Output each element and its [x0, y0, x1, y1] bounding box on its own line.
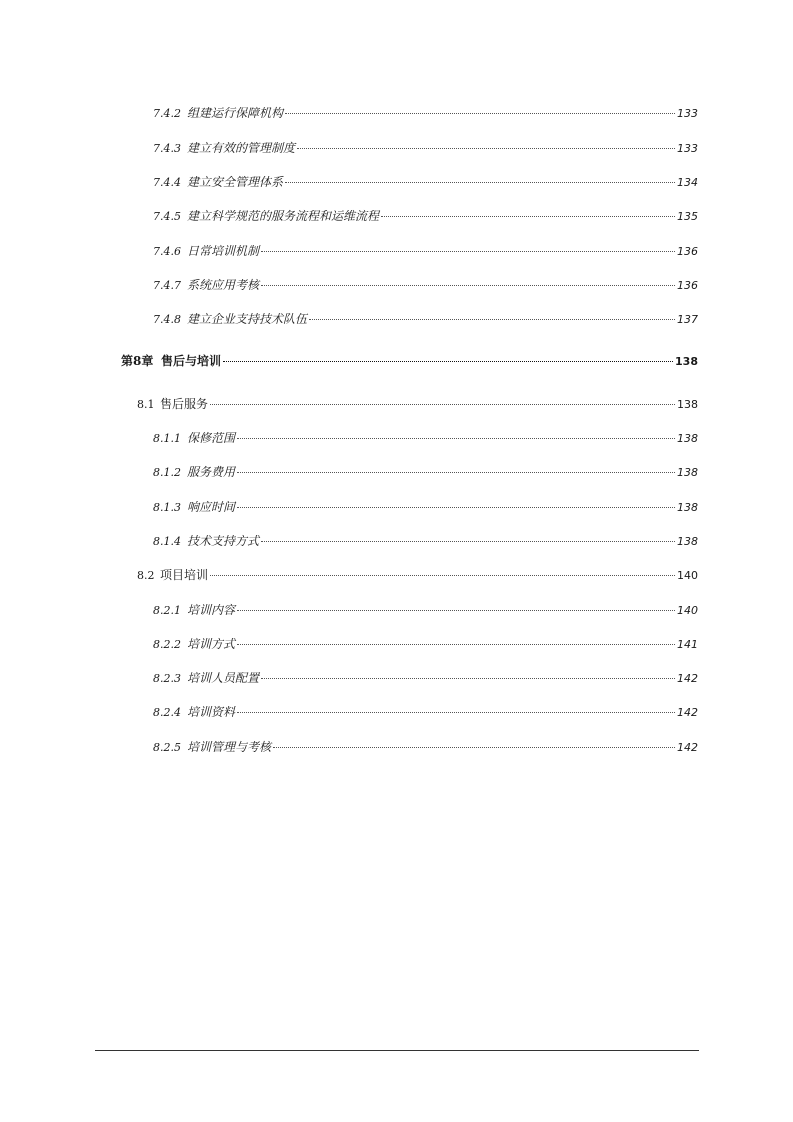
toc-entry-8-1-1[interactable] — [153, 429, 698, 447]
toc-entry-page: 133 — [677, 107, 698, 120]
dot-leader — [261, 541, 675, 542]
toc-entry-number: 8.2.4 — [153, 706, 181, 719]
toc-section-title: 售后服务 — [160, 397, 209, 411]
toc-entry-page: 134 — [677, 176, 698, 189]
toc-entry-page: 140 — [677, 604, 698, 617]
toc-section-title: 项目培训 — [160, 568, 209, 582]
toc-entry-page: 136 — [677, 245, 698, 258]
toc-entry-8-2-5[interactable] — [153, 738, 698, 756]
toc-entry-7-4-6[interactable] — [153, 242, 698, 260]
toc-entry-8-1-3[interactable] — [153, 498, 698, 516]
toc-entry-8-2-2[interactable] — [153, 635, 698, 653]
toc-entry-number: 7.4.5 — [153, 210, 181, 223]
toc-entry-page: 138 — [677, 398, 698, 411]
dot-leader — [309, 319, 675, 320]
toc-entry-page: 138 — [675, 355, 698, 368]
dot-leader — [285, 113, 675, 114]
toc-entry-number: 8.1.3 — [153, 501, 181, 514]
toc-entry-number: 7.4.2 — [153, 107, 181, 120]
toc-entry-number: 8.2.3 — [153, 672, 181, 685]
dot-leader — [210, 575, 675, 576]
toc-section-number: 8.2 — [137, 569, 155, 582]
dot-leader — [210, 404, 675, 405]
toc-entry-title: 技术支持方式 — [187, 534, 260, 548]
toc-entry-number: 8.2.1 — [153, 604, 181, 617]
toc-entry-number: 7.4.6 — [153, 245, 181, 258]
toc-entry-title: 建立有效的管理制度 — [187, 141, 296, 155]
toc-entry-page: 142 — [677, 706, 698, 719]
toc-entry-number: 8.1.4 — [153, 535, 181, 548]
toc-entry-8-2-3[interactable] — [153, 669, 698, 687]
dot-leader — [223, 361, 673, 362]
dot-leader — [237, 507, 675, 508]
dot-leader — [237, 438, 675, 439]
dot-leader — [273, 747, 675, 748]
toc-section-8-1[interactable] — [137, 395, 698, 413]
toc-entry-number: 8.1.2 — [153, 466, 181, 479]
dot-leader — [237, 712, 675, 713]
toc-entry-number: 8.1.1 — [153, 432, 181, 445]
toc-entry-title: 培训资料 — [187, 705, 236, 719]
toc-entry-title: 建立企业支持技术队伍 — [187, 312, 308, 326]
dot-leader — [261, 678, 675, 679]
toc-chapter-8[interactable] — [121, 352, 698, 370]
toc-section-number: 8.1 — [137, 398, 155, 411]
footer-divider — [95, 1050, 699, 1051]
dot-leader — [297, 148, 675, 149]
toc-entry-title: 建立安全管理体系 — [187, 175, 284, 189]
toc-entry-number: 7.4.8 — [153, 313, 181, 326]
toc-chapter-number: 第8章 — [121, 354, 154, 368]
toc-entry-title: 培训方式 — [187, 637, 236, 651]
dot-leader — [261, 285, 675, 286]
toc-entry-page: 138 — [677, 535, 698, 548]
toc-entry-title: 建立科学规范的服务流程和运维流程 — [187, 209, 380, 223]
toc-entry-page: 138 — [677, 501, 698, 514]
toc-entry-page: 138 — [677, 432, 698, 445]
toc-entry-page: 136 — [677, 279, 698, 292]
toc-entry-title: 组建运行保障机构 — [187, 106, 284, 120]
toc-entry-8-2-1[interactable] — [153, 601, 698, 619]
toc-entry-8-2-4[interactable] — [153, 703, 698, 721]
toc-entry-page: 140 — [677, 569, 698, 582]
toc-entry-title: 培训管理与考核 — [187, 740, 272, 754]
toc-entry-title: 日常培训机制 — [187, 244, 260, 258]
toc-entry-number: 7.4.7 — [153, 279, 181, 292]
toc-entry-7-4-2[interactable] — [153, 104, 698, 122]
toc-entry-title: 服务费用 — [187, 465, 236, 479]
toc-entry-title: 系统应用考核 — [187, 278, 260, 292]
toc-entry-number: 7.4.3 — [153, 142, 181, 155]
toc-entry-number: 8.2.5 — [153, 741, 181, 754]
toc-entry-number: 8.2.2 — [153, 638, 181, 651]
toc-entry-7-4-8[interactable] — [153, 310, 698, 328]
toc-entry-page: 135 — [677, 210, 698, 223]
dot-leader — [285, 182, 675, 183]
toc-entry-7-4-3[interactable] — [153, 139, 698, 157]
toc-entry-title: 保修范围 — [187, 431, 236, 445]
toc-entry-7-4-7[interactable] — [153, 276, 698, 294]
dot-leader — [237, 610, 675, 611]
toc-chapter-title: 售后与培训 — [161, 354, 222, 368]
toc-entry-title: 响应时间 — [187, 500, 236, 514]
dot-leader — [237, 644, 675, 645]
dot-leader — [261, 251, 675, 252]
toc-entry-8-1-2[interactable] — [153, 463, 698, 481]
dot-leader — [381, 216, 675, 217]
toc-entry-page: 138 — [677, 466, 698, 479]
toc-entry-7-4-5[interactable] — [153, 207, 698, 225]
toc-entry-page: 142 — [677, 741, 698, 754]
toc-entry-page: 137 — [677, 313, 698, 326]
toc-entry-page: 133 — [677, 142, 698, 155]
toc-entry-7-4-4[interactable] — [153, 173, 698, 191]
toc-entry-8-1-4[interactable] — [153, 532, 698, 550]
toc-entry-title: 培训人员配置 — [187, 671, 260, 685]
toc-entry-page: 142 — [677, 672, 698, 685]
toc-entry-page: 141 — [677, 638, 698, 651]
toc-section-8-2[interactable] — [137, 566, 698, 584]
dot-leader — [237, 472, 675, 473]
toc-entry-number: 7.4.4 — [153, 176, 181, 189]
toc-entry-title: 培训内容 — [187, 603, 236, 617]
